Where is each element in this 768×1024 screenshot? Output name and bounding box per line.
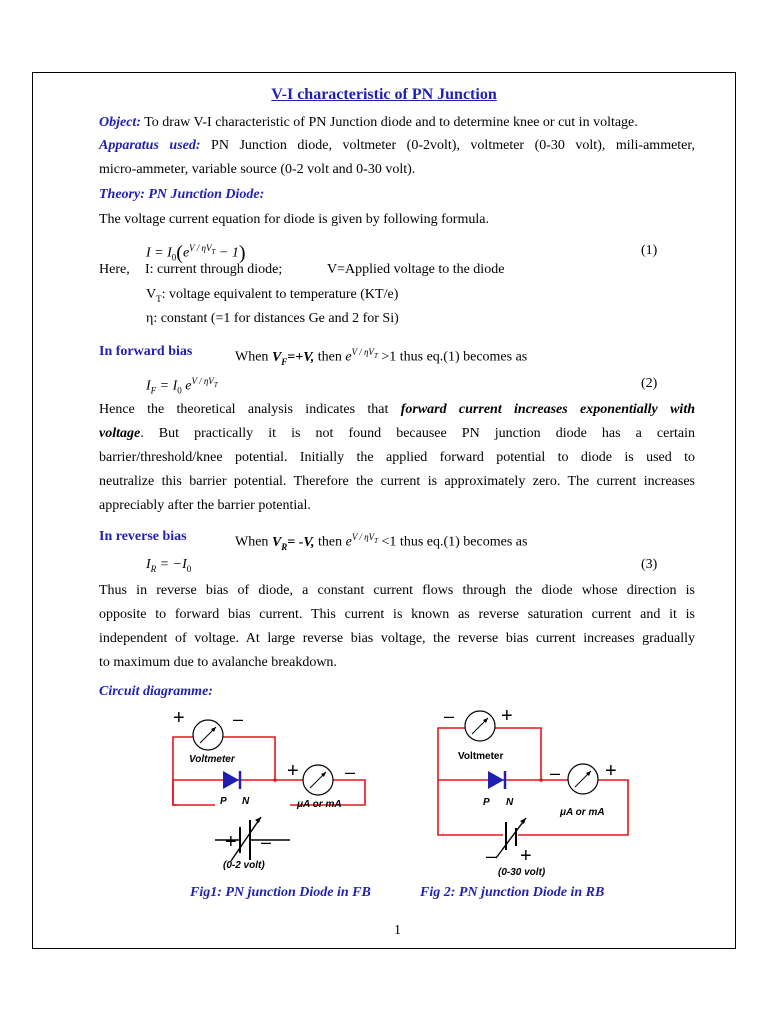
fig2-ammeter-label: μA or mA <box>560 807 605 818</box>
def-voltage: V=Applied voltage to the diode <box>327 262 505 277</box>
fig1-caption: Fig1: PN junction Diode in FB <box>190 885 371 900</box>
fig1-diode-icon <box>223 771 239 789</box>
equation-3: $I_R = -I_0$ <box>146 557 192 574</box>
fig1-source-minus: – <box>261 832 272 852</box>
forward-condition: When $V_F=+V$, then $e^{V / \eta V_T} >1$ thus eq.(1) becomes as <box>235 347 528 367</box>
apparatus-block <box>99 134 695 182</box>
apparatus-line1: PN Junction diode, voltmeter (0-2volt), voltmeter (0-30 volt), mili-ammeter, <box>211 138 695 153</box>
equation-1: $I = I_0(e^{V / \eta V_T} - 1)$ <box>146 241 246 264</box>
fig1-p-label: P <box>220 796 227 807</box>
here-label: Here, <box>99 262 130 277</box>
def-vt: $V_T$: voltage equivalent to temperature (KT/e) <box>146 287 399 304</box>
fig1-n-label: N <box>242 796 250 807</box>
fig1-voltmeter-label: Voltmeter <box>189 754 235 765</box>
fig1-junction <box>273 778 277 782</box>
equation-3-number: (3) <box>641 557 658 572</box>
fig2-p-label: P <box>483 797 490 808</box>
fig1-ammeter-plus: + <box>287 760 299 782</box>
fig1-source-label: (0-2 volt) <box>223 860 265 871</box>
reverse-condition: When $V_R= -V$, then $e^{V / \eta V_T} <1$ thus eq.(1) becomes as <box>235 532 528 552</box>
fig2-diode-icon <box>488 771 504 789</box>
fig2-voltmeter-plus: + <box>501 705 513 727</box>
fig1-circuit-diagram <box>165 705 380 875</box>
forward-paragraph: Hence the theoretical analysis indicates that forward current increases exponentially with voltage. But practically it is not found becausee PN junction diode has a certain barrier/threshold/knee potential. Initially the applied forward potential to diode is used to neutralize this barrier potential. Therefore the current is approximately zero. The current increases appreciably after the barrier potential. <box>99 402 695 513</box>
fig2-ammeter-minus: – <box>550 763 561 783</box>
object-line <box>99 115 638 131</box>
page-title: V-I characteristic of PN Junction <box>271 86 497 103</box>
page-number: 1 <box>394 923 401 938</box>
reverse-bias-label: In reverse bias <box>99 529 187 544</box>
fig2-circuit-diagram <box>428 700 643 880</box>
apparatus-line2: micro-ammeter, variable source (0-2 volt and 0-30 volt). <box>99 162 416 177</box>
circuit-label: Circuit diagramme: <box>99 684 213 699</box>
fig2-source-label: (0-30 volt) <box>498 867 546 878</box>
fig2-source-plus: + <box>520 845 532 867</box>
object-text: To draw V-I characteristic of PN Junction diode and to determine knee or cut in voltage. <box>144 115 638 130</box>
fig2-junction <box>539 778 543 782</box>
fig2-voltmeter-label: Voltmeter <box>458 751 504 762</box>
fig1-source-plus: + <box>225 831 237 853</box>
fig1-voltmeter-plus: + <box>173 707 185 729</box>
apparatus-label: Apparatus used: <box>99 138 201 153</box>
theory-intro: The voltage current equation for diode is given by following formula. <box>99 212 489 227</box>
theory-label: Theory: PN Junction Diode: <box>99 187 265 202</box>
fig2-ammeter-plus: + <box>605 760 617 782</box>
forward-bias-label: In forward bias <box>99 344 193 359</box>
def-current: I: current through diode; <box>145 262 283 277</box>
fig1-ammeter-label: μA or mA <box>297 799 342 810</box>
object-label: Object: <box>99 115 141 130</box>
reverse-paragraph: Thus in reverse bias of diode, a constant current flows through the diode whose direction is opposite to forward bias current. This current is known as reverse saturation current and it is independent of voltage. At large reverse bias voltage, the reverse bias current increases gradually to maximum due to avalanche breakdown. <box>99 583 695 670</box>
fig2-source-minus: – <box>486 846 497 866</box>
fig2-caption: Fig 2: PN junction Diode in RB <box>420 885 605 900</box>
equation-2: $I_F = I_0$ $e^{V / \eta V_T}$ <box>146 376 218 396</box>
fig2-voltmeter-minus: – <box>444 706 455 726</box>
fig1-wire-left-top <box>173 737 193 805</box>
fig1-ammeter-minus: – <box>345 762 356 782</box>
equation-1-number: (1) <box>641 243 658 258</box>
fig1-voltmeter-minus: – <box>233 709 244 729</box>
def-eta: η: constant (=1 for distances Ge and 2 for Si) <box>146 311 399 326</box>
equation-2-number: (2) <box>641 376 658 391</box>
fig1-wire-left <box>173 780 215 805</box>
fig2-n-label: N <box>506 797 514 808</box>
